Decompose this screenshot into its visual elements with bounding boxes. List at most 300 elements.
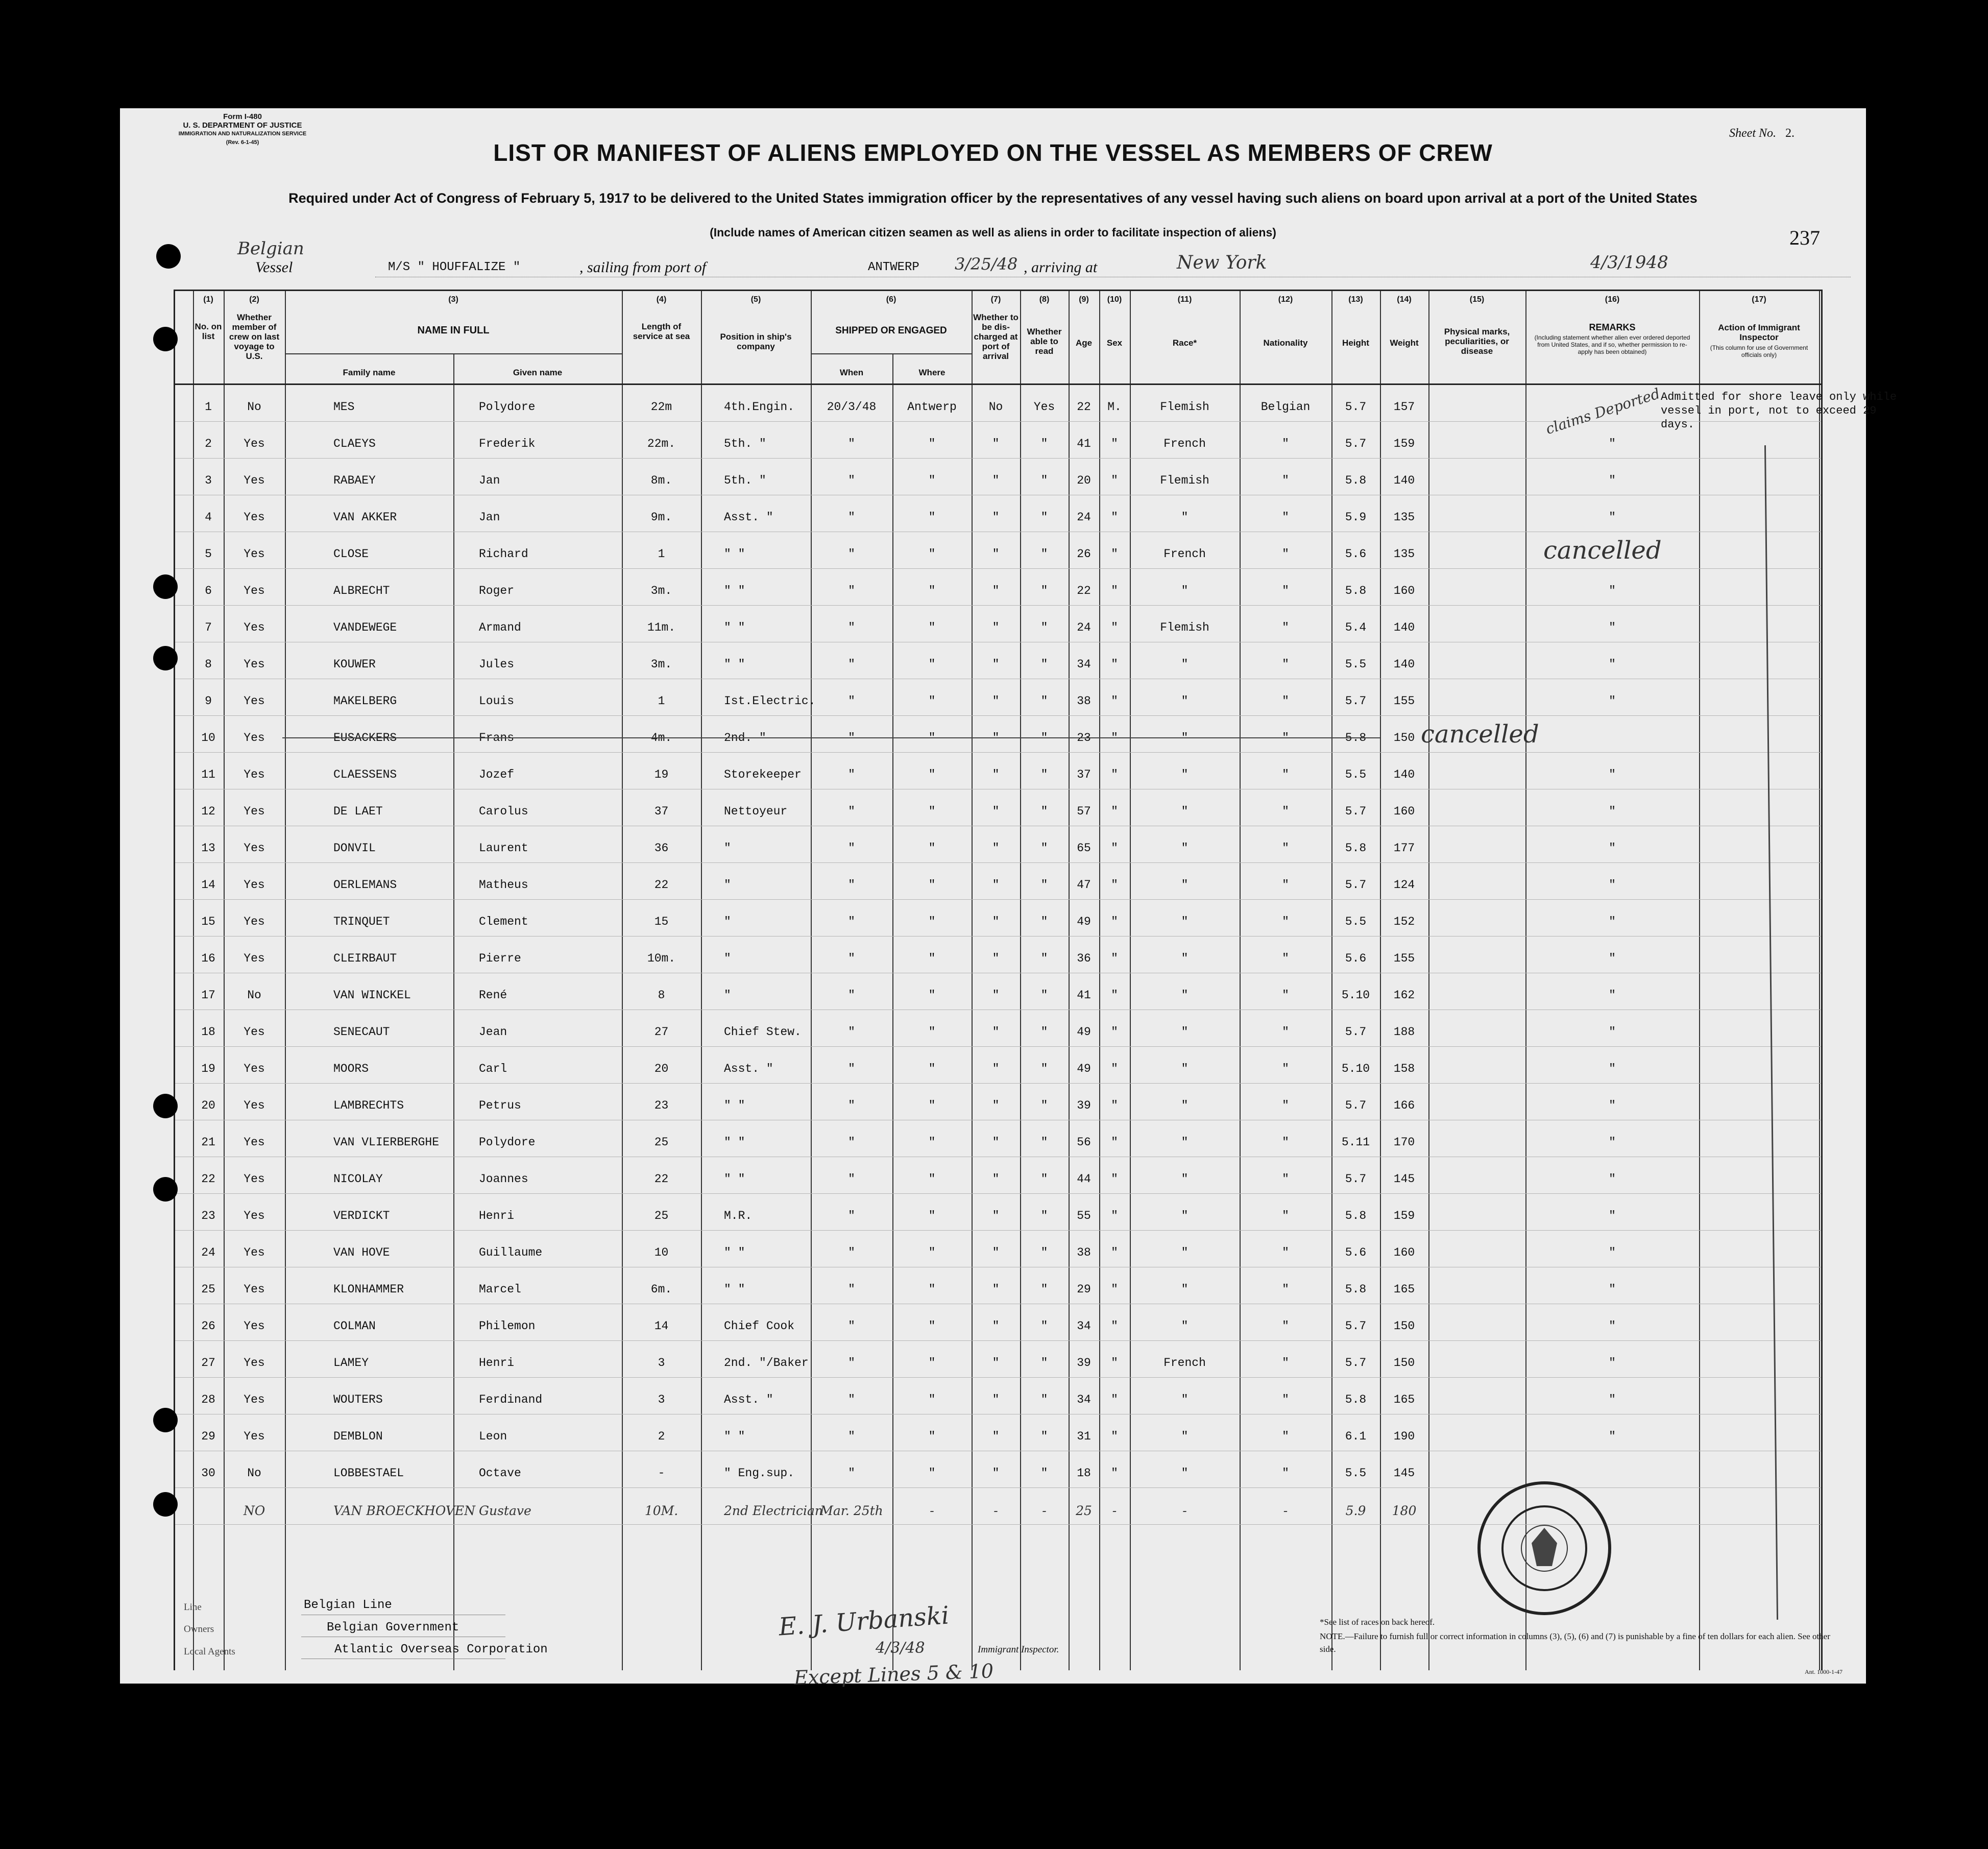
height: 5.7 [1345,694,1367,708]
nationality: " [1282,1136,1289,1149]
sex: " [1111,878,1118,892]
shipped-where: " [928,658,936,671]
discharged: " [992,474,1000,487]
row-number: 6 [205,584,212,597]
last-voyage: No [247,1467,261,1480]
given-name: Octave [479,1467,521,1480]
race: " [1181,511,1189,524]
row-number: 5 [205,547,212,561]
sex: " [1111,1283,1118,1296]
shipped-when: Mar. 25th [820,1503,883,1518]
family-name: KOUWER [333,658,376,671]
able-to-read: " [1040,621,1048,634]
col-divider [1130,291,1131,383]
age: 22 [1077,400,1091,414]
col-num-6: (6) [886,295,896,304]
sex: " [1111,731,1118,745]
last-voyage: Yes [244,1430,265,1443]
service-length: 3 [658,1356,665,1370]
table-row [175,1231,1821,1267]
sex: " [1111,1209,1118,1222]
weight: 152 [1393,915,1415,928]
able-to-read: " [1040,731,1048,745]
row-number: 11 [201,768,215,781]
col-label-8: Whether able to read [1027,327,1062,356]
position: 2nd. "/Baker [724,1356,809,1370]
shipped-where: " [928,474,936,487]
given-name: Henri [479,1356,515,1370]
able-to-read: " [1040,878,1048,892]
shipped-where: " [928,878,936,892]
race: " [1181,1319,1189,1333]
service-length: 14 [654,1319,669,1333]
race: " [1181,915,1189,928]
age: 65 [1077,842,1091,855]
table-header [174,290,1823,385]
vessel-name: M/S " HOUFFALIZE " [388,260,521,274]
position: " " [724,1136,745,1149]
position: " [724,842,731,855]
family-name: LAMBRECHTS [333,1099,404,1112]
except-note: Except Lines 5 & 10 [793,1660,994,1689]
service-length: 3m. [650,584,672,597]
position: 5th. " [724,437,766,450]
remarks: " [1609,878,1616,892]
discharged: " [992,437,1000,450]
table-row [175,1378,1821,1414]
service-length: 20 [654,1062,669,1075]
given-name: Richard [479,547,528,561]
position: " [724,878,731,892]
nationality: " [1282,1062,1289,1075]
last-voyage: NO [243,1503,265,1518]
revision: (Rev. 6-1-45) [226,139,259,146]
nationality: " [1282,437,1289,450]
weight: 140 [1393,658,1415,671]
height: 5.8 [1345,1393,1367,1406]
last-voyage: No [247,989,261,1002]
given-name: Gustave [479,1503,531,1518]
able-to-read: " [1040,842,1048,855]
nationality: " [1282,805,1289,818]
weight: 160 [1393,805,1415,818]
shipped-where: " [928,1209,936,1222]
shipped-where: " [928,915,936,928]
able-to-read: " [1040,768,1048,781]
col-divider [224,291,225,383]
col-num-12: (12) [1278,295,1293,304]
binder-hole [153,1492,178,1517]
discharged: " [992,1430,1000,1443]
remarks: Admitted for shore leave only while vessel in port, not to exceed 29 days. [1661,391,1897,431]
row-number: 30 [201,1467,215,1480]
table-row [175,716,1821,753]
sex: " [1111,1393,1118,1406]
table-row [175,1010,1821,1047]
nationality: " [1282,989,1289,1002]
page-title: LIST OR MANIFEST OF ALIENS EMPLOYED ON THE VESSEL AS MEMBERS OF CREW [493,139,1493,166]
weight: 155 [1393,952,1415,965]
col-num-2: (2) [249,295,259,304]
nationality: " [1282,1356,1289,1370]
binder-hole [153,1408,178,1432]
manifest-sheet [120,108,1897,1689]
family-name: TRINQUET [333,915,390,928]
position: " [724,952,731,965]
last-voyage: Yes [244,658,265,671]
weight: 180 [1392,1503,1417,1518]
service-length: 10M. [644,1503,678,1518]
able-to-read: " [1040,1319,1048,1333]
last-voyage: Yes [244,584,265,597]
last-voyage: Yes [244,878,265,892]
race: " [1181,1467,1189,1480]
sheet-number-label: Sheet No. [1729,127,1776,140]
service-length: 22m [650,400,672,414]
height: 5.10 [1341,1062,1370,1075]
shipped-when: " [848,989,855,1002]
race: " [1181,1136,1189,1149]
remarks: " [1609,437,1616,450]
service-length: 15 [654,915,669,928]
position: 4th.Engin. [724,400,795,414]
remarks: " [1609,1356,1616,1370]
sex: " [1111,1062,1118,1075]
service-length: 10m. [647,952,676,965]
family-name: DEMBLON [333,1430,383,1443]
col-label-16: REMARKS [1589,322,1636,332]
age: 31 [1077,1430,1091,1443]
given-name: Henri [479,1209,515,1222]
race: " [1181,989,1189,1002]
shipped-when: " [848,437,855,450]
height: 5.8 [1345,842,1367,855]
family-name: NICOLAY [333,1172,383,1186]
sheet-number [1729,127,1795,140]
given-name: Ferdinand [479,1393,543,1406]
table-row [175,532,1821,569]
shipped-where: " [928,1467,936,1480]
nationality: " [1282,511,1289,524]
family-name: LAMEY [333,1356,369,1370]
able-to-read: " [1040,474,1048,487]
service-length: 25 [654,1136,669,1149]
height: 5.6 [1345,547,1367,561]
sex: " [1111,547,1118,561]
sex: " [1111,1099,1118,1112]
col-label-4: Length of service at sea [633,322,690,341]
discharged: - [993,1503,998,1518]
age: 24 [1077,511,1091,524]
height: 5.5 [1345,768,1367,781]
given-name: Polydore [479,1136,536,1149]
table-row [175,1304,1821,1341]
weight: 140 [1393,768,1415,781]
given-name-header: Given name [513,368,563,377]
last-voyage: Yes [244,1099,265,1112]
shipped-when: " [848,621,855,634]
nationality: " [1282,878,1289,892]
col-divider [1099,291,1100,383]
position: Asst. " [724,511,773,524]
service-length: 10 [654,1246,669,1259]
position: 2nd. " [724,731,766,745]
remarks: " [1609,1025,1616,1039]
last-voyage: Yes [244,621,265,634]
able-to-read: " [1040,1062,1048,1075]
nationality: " [1282,694,1289,708]
given-name: Marcel [479,1283,521,1296]
service-length: 19 [654,768,669,781]
shipped-when: " [848,878,855,892]
col-label-13: Height [1342,338,1369,348]
nationality: " [1282,1172,1289,1186]
age: 24 [1077,621,1091,634]
nationality: Belgian [1260,400,1311,414]
weight: 150 [1393,1319,1415,1333]
age: 49 [1077,1062,1091,1075]
shipped-when: " [848,1430,855,1443]
col-label-6: SHIPPED OR ENGAGED [835,325,947,336]
arrival-date: 4/3/1948 [1590,252,1668,273]
sex: " [1111,474,1118,487]
nationality: " [1282,1283,1289,1296]
service-length: 11m. [647,621,676,634]
owners-label: Owners [184,1624,214,1635]
col-num-7: (7) [990,295,1001,304]
col-label-2: Whether member of crew on last voyage to U.S. [229,313,280,361]
discharged: " [992,805,1000,818]
col-num-10: (10) [1107,295,1122,304]
age: 34 [1077,658,1091,671]
shipped-where: " [928,511,936,524]
race: " [1181,1209,1189,1222]
family-name-header: Family name [343,368,396,377]
able-to-read: " [1040,584,1048,597]
when-header: When [839,368,864,377]
shipped-when: " [848,842,855,855]
weight: 145 [1393,1467,1415,1480]
family-name: VAN WINCKEL [333,989,411,1002]
height: 5.10 [1341,989,1370,1002]
able-to-read: " [1040,1025,1048,1039]
service-length: - [658,1467,665,1480]
weight: 160 [1393,584,1415,597]
consulate-seal [1475,1479,1613,1617]
able-to-read: " [1040,511,1048,524]
shipped-when: " [848,474,855,487]
nationality: " [1282,842,1289,855]
remarks: " [1609,805,1616,818]
shipped-when: " [848,547,855,561]
nationality: - [1283,1503,1288,1518]
shipped-when: " [848,694,855,708]
age: 56 [1077,1136,1091,1149]
age: 37 [1077,768,1091,781]
form-number: Form I-480 [223,112,262,121]
sex: " [1111,658,1118,671]
height: 5.8 [1345,731,1367,745]
row-number: 4 [205,511,212,524]
last-voyage: Yes [244,842,265,855]
row-number: 15 [201,915,215,928]
shipped-where: " [928,1319,936,1333]
col-divider [1069,291,1070,383]
service-length: 2 [658,1430,665,1443]
last-voyage: Yes [244,731,265,745]
race: " [1181,1393,1189,1406]
sex: " [1111,621,1118,634]
position: Nettoyeur [724,805,788,818]
able-to-read: " [1040,1356,1048,1370]
position: 5th. " [724,474,766,487]
row-number: 19 [201,1062,215,1075]
race: French [1163,437,1206,450]
col-divider [1699,291,1700,383]
last-voyage: Yes [244,1172,265,1186]
col-divider [1428,291,1429,383]
col-label-17: Action of Immigrant Inspector [1718,323,1800,342]
line-label: Line [184,1602,202,1613]
table-row [175,789,1821,826]
sex: " [1111,989,1118,1002]
weight: 150 [1393,731,1415,745]
family-name: CLEIRBAUT [333,952,397,965]
remarks: cancelled [1543,536,1662,565]
subtitle: Required under Act of Congress of February 5, 1917 to be delivered to the United States immigration officer by the representatives of any vessel having such aliens on board upon arrival at a port of the United States [288,190,1698,206]
service-length: 3 [658,1393,665,1406]
races-note: *See list of races on back hereof. [1320,1617,1435,1627]
weight: 160 [1393,1246,1415,1259]
weight: 165 [1393,1393,1415,1406]
shipped-where: " [928,1136,936,1149]
race: " [1181,1172,1189,1186]
row-number: 25 [201,1283,215,1296]
position: 2nd Electrician [724,1503,823,1518]
race: " [1181,694,1189,708]
remarks: " [1609,694,1616,708]
age: 25 [1076,1503,1092,1518]
age: 41 [1077,437,1091,450]
col-num-8: (8) [1039,295,1050,304]
row-number: 16 [201,952,215,965]
family-name: DE LAET [333,805,383,818]
family-name: VANDEWEGE [333,621,397,634]
discharged: " [992,1356,1000,1370]
remarks: " [1609,1062,1616,1075]
table-row [175,642,1821,679]
row-number: 13 [201,842,215,855]
shipped-when: " [848,1246,855,1259]
given-name: Matheus [479,878,528,892]
binder-hole [153,327,178,351]
age: 39 [1077,1356,1091,1370]
given-name: Clement [479,915,528,928]
height: 5.8 [1345,1283,1367,1296]
last-voyage: Yes [244,805,265,818]
position: " " [724,547,745,561]
remarks: " [1609,1172,1616,1186]
sheet-number-value: 2. [1785,127,1795,140]
race: Flemish [1160,400,1209,414]
given-name: Frans [479,731,515,745]
inspector-label: Immigrant Inspector. [978,1644,1059,1655]
service-length: 6m. [650,1283,672,1296]
age: 55 [1077,1209,1091,1222]
remarks: " [1609,989,1616,1002]
row-number: 17 [201,989,215,1002]
race: Flemish [1160,621,1209,634]
sex: " [1111,805,1118,818]
last-voyage: Yes [244,1356,265,1370]
table-row [175,1084,1821,1120]
given-name: Pierre [479,952,521,965]
race: " [1181,878,1189,892]
position: " " [724,621,745,634]
able-to-read: " [1040,989,1048,1002]
height: 5.7 [1345,805,1367,818]
shipped-when: " [848,731,855,745]
family-name: CLOSE [333,547,369,561]
nationality: " [1282,915,1289,928]
arriving-label: , arriving at [1024,259,1098,276]
col-label-14: Weight [1390,338,1419,348]
last-voyage: Yes [244,1209,265,1222]
height: 5.5 [1345,658,1367,671]
height: 5.7 [1345,1356,1367,1370]
form-code: Ant. 1000-1-47 [1805,1668,1842,1675]
row-number: 28 [201,1393,215,1406]
discharged: " [992,1025,1000,1039]
col-divider [1819,291,1820,383]
shipped-when: " [848,1356,855,1370]
nationality: " [1282,1209,1289,1222]
given-name: Joannes [479,1172,528,1186]
row-number: 29 [201,1430,215,1443]
position: " " [724,1099,745,1112]
race: Flemish [1160,474,1209,487]
given-name: Guillaume [479,1246,543,1259]
last-voyage: Yes [244,1062,265,1075]
col-label-12: Nationality [1263,338,1308,348]
position: M.R. [724,1209,753,1222]
position: Chief Stew. [724,1025,802,1039]
position: " " [724,1246,745,1259]
nationality: " [1282,1099,1289,1112]
shipped-where: " [928,1356,936,1370]
nationality: " [1282,1025,1289,1039]
height: 5.11 [1341,1136,1370,1149]
service-length: 22 [654,878,669,892]
able-to-read: " [1040,658,1048,671]
position: " " [724,658,745,671]
row-number: 20 [201,1099,215,1112]
last-voyage: Yes [244,1025,265,1039]
service-length: 36 [654,842,669,855]
race: " [1181,731,1189,745]
race: " [1181,1062,1189,1075]
nationality: " [1282,952,1289,965]
position: " [724,915,731,928]
binder-hole [153,574,178,599]
shipped-where: " [928,1283,936,1296]
position: " [724,989,731,1002]
table-row [175,1194,1821,1231]
position: Chief Cook [724,1319,795,1333]
shipped-where: Antwerp [907,400,957,414]
race: " [1181,584,1189,597]
discharged: " [992,768,1000,781]
